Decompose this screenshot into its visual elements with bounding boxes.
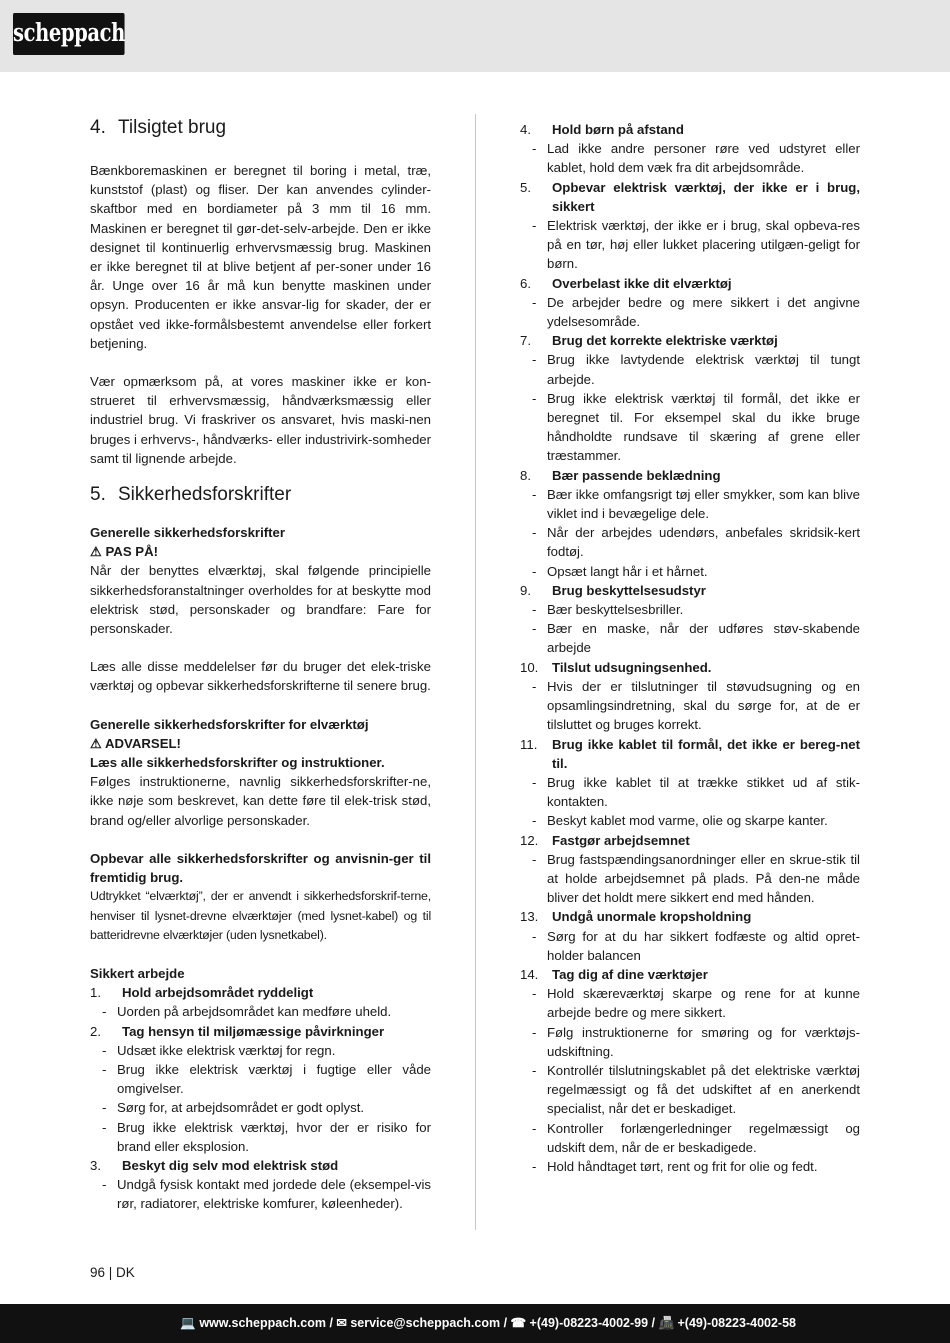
list-item-number: 9.	[520, 582, 531, 598]
list-item-title	[520, 178, 860, 216]
list-item-bullet	[520, 1157, 860, 1176]
list-item-bullet	[520, 139, 860, 177]
dash-bullet: -	[532, 1024, 537, 1040]
list-item-bullet	[520, 523, 860, 561]
bullet-text: Bær en maske, når der udføres støv-skabende arbejde	[547, 621, 860, 656]
bullet-text: Følg instruktionerne for smøring og for værktøjs-udskiftning.	[547, 1024, 860, 1059]
bullet-text: Brug fastspændingsanordninger eller en skrue-stik til at holde arbejdsemnet på plads. På den-ne måde bliver det holdt mere sikkert end med hånden.	[547, 851, 860, 906]
list-item-bullet	[90, 1041, 431, 1060]
list-item-title	[520, 907, 860, 926]
list-item-bullet	[520, 600, 860, 619]
bullet-text: Brug ikke elektrisk værktøj i fugtige eller våde omgivelser.	[117, 1061, 431, 1097]
bullet-text: Elektrisk værktøj, der ikke er i brug, skal opbeva-res på en tør, høj eller lukket placering utilgæn-geligt for børn.	[547, 218, 860, 272]
bullet-text: Brug ikke elektrisk værktøj til formål, det ikke er beregnet til. For eksempel skal du ikke bruge håndholdte rundsave til skæring af grene eller træstammer.	[547, 390, 860, 464]
page-header	[0, 0, 950, 72]
dash-bullet: -	[102, 1119, 107, 1135]
bullet-text: Sørg for, at arbejdsområdet er godt oplyst.	[117, 1100, 365, 1116]
list-item-heading: Fastgør arbejdsemnet	[552, 832, 690, 848]
left-column	[90, 116, 431, 1214]
caution-warning: ⚠ PAS PÅ!	[90, 544, 158, 560]
column-divider	[475, 114, 476, 1230]
list-item-heading: Beskyt dig selv mod elektrisk stød	[122, 1157, 339, 1173]
bullet-text: Brug ikke elektrisk værktøj, hvor der er risiko for brand eller eksplosion.	[117, 1119, 431, 1154]
intended-use-paragraph: Bænkboremaskinen er beregnet til boring i metal, træ, kunststof (plast) og fliser. Der kan anvendes cylinder-skaftbor med en bordiameter på 3 mm til 16 mm. Maskinen er beregnet til gør-det-selv-arbejde. Den er ikke designet til kontinuerlig erhvervsmæssig brug. Maskinen er ikke beregnet til at blive betjent af per-soner under 16 år. Unge over 16 år må kun benytte maskinen under opsyn. Producenten er ikke ansvar-lig for skader, der er opstået ved ikke-formålsbestemt anvendelse eller forkert betjening.	[90, 163, 431, 351]
dash-bullet: -	[532, 774, 537, 790]
list-item-number: 10.	[520, 659, 539, 675]
bullet-text: De arbejder bedre og mere sikkert i det angivne ydelsesområde.	[547, 294, 860, 330]
list-item-title	[520, 965, 860, 984]
list-item-number: 1.	[90, 985, 101, 1001]
list-item-heading: Brug ikke kablet til formål, det ikke er bereg-net til.	[552, 736, 860, 771]
bullet-text: Beskyt kablet mod varme, olie og skarpe kanter.	[547, 813, 828, 829]
list-item-title	[520, 120, 860, 139]
dash-bullet: -	[102, 1100, 107, 1116]
safe-work-list	[90, 983, 431, 1213]
list-item-bullet	[520, 216, 860, 274]
list-item-bullet	[520, 927, 860, 965]
list-item-number: 4.	[520, 122, 531, 137]
bullet-text: Brug ikke lavtydende elektrisk værktøj til tungt arbejde.	[547, 352, 860, 387]
bullet-text: Undgå fysisk kontakt med jordede dele (eksempel-vis rør, radiatorer, elektriske komfurer, køleenheder).	[117, 1177, 431, 1212]
list-item-number: 7.	[520, 333, 531, 349]
keep-instructions-heading: Opbevar alle sikkerhedsforskrifter og anvisnin-ger til fremtidig brug.	[90, 850, 431, 886]
list-item-bullet	[90, 1118, 431, 1156]
list-item-heading: Tag dig af dine værktøjer	[552, 966, 708, 982]
read-notices-paragraph: Læs alle disse meddelelser før du bruger det elek-triske værktøj og opbevar sikkerhedsforskrifterne til senere brug.	[90, 659, 431, 694]
list-item-heading: Hold arbejdsområdet ryddeligt	[122, 985, 314, 1001]
bullet-text: Brug ikke kablet til at trække stikket ud af stik-kontakten.	[547, 774, 860, 810]
list-item-number: 6.	[520, 275, 531, 291]
bullet-text: Bær ikke omfangsrigt tøj eller smykker, som kan blive viklet ind i bevægelige dele.	[547, 486, 860, 522]
contact-footer: 💻 www.scheppach.com / ✉ service@scheppach.com / ☎ +(49)-08223-4002-99 / 📠 +(49)-08223-4002-58	[0, 1304, 950, 1343]
list-item-bullet	[520, 1119, 860, 1157]
list-item-title	[90, 983, 431, 1002]
bullet-text: Opsæt langt hår i et hårnet.	[547, 563, 708, 579]
dash-bullet: -	[102, 1042, 107, 1058]
dash-bullet: -	[532, 602, 537, 618]
dash-bullet: -	[532, 390, 537, 406]
read-all-instructions: Læs alle sikkerhedsforskrifter og instruktioner.	[90, 755, 385, 771]
bullet-text: Hvis der er tilslutninger til støvudsugning og en opsamlingsindretning, skal du sørge for, at de er tilsluttet og bruges korrekt.	[547, 678, 860, 733]
list-item-bullet	[520, 562, 860, 581]
list-item-bullet	[520, 850, 860, 908]
list-item-bullet	[520, 677, 860, 735]
dash-bullet: -	[532, 525, 537, 541]
list-item-title	[520, 658, 860, 677]
list-item-bullet	[520, 984, 860, 1022]
list-item-bullet	[520, 293, 860, 331]
list-item-number: 3.	[90, 1157, 101, 1173]
dash-bullet: -	[532, 1158, 537, 1174]
list-item-bullet	[90, 1060, 431, 1098]
list-item-heading: Brug beskyttelsesudstyr	[552, 582, 706, 598]
dash-bullet: -	[532, 1062, 537, 1078]
list-item-title	[90, 1156, 431, 1175]
dash-bullet: -	[532, 294, 537, 310]
list-item-heading: Tilslut udsugningsenhed.	[552, 659, 712, 675]
list-item-bullet	[520, 619, 860, 657]
list-item-bullet	[520, 1061, 860, 1119]
page-number: 96 | DK	[90, 1265, 135, 1280]
general-safety-heading: Generelle sikkerhedsforskrifter	[90, 525, 285, 541]
list-item-heading: Hold børn på afstand	[552, 122, 684, 137]
list-item-title	[520, 735, 860, 773]
bullet-text: Kontrollér tilslutningskablet på det elektriske værktøj regelmæssigt og få det udskiftet af en anerkendt specialist, når det er beskadiget.	[547, 1062, 860, 1117]
bullet-text: Bær beskyttelsesbriller.	[547, 602, 684, 618]
list-item-title	[520, 831, 860, 850]
list-item-bullet	[520, 485, 860, 523]
list-item-bullet	[520, 389, 860, 466]
list-item-number: 14.	[520, 966, 539, 982]
list-item-title	[520, 466, 860, 485]
bullet-text: Når der arbejdes udendørs, anbefales skridsik-kert fodtøj.	[547, 525, 860, 560]
dash-bullet: -	[102, 1061, 107, 1077]
list-item-title	[520, 274, 860, 293]
list-item-number: 8.	[520, 467, 531, 483]
list-item-title	[520, 581, 860, 600]
dash-bullet: -	[532, 486, 537, 502]
list-item-bullet	[520, 1023, 860, 1061]
list-item-heading: Tag hensyn til miljømæssige påvirkninger	[122, 1023, 385, 1039]
list-item-bullet	[90, 1175, 431, 1213]
safety-items-list	[520, 120, 860, 1176]
dash-bullet: -	[532, 1120, 537, 1136]
disclaimer-paragraph: Vær opmærksom på, at vores maskiner ikke er kon-strueret til erhvervsmæssig, håndværksmæssig eller industriel brug. Vi fraskriver os ansvaret, hvis maski-nen bruges i erhvervs-, håndværks- eller industrivirk-somheder samt til lignende arbejde.	[90, 374, 431, 466]
list-item-number: 5.	[520, 179, 531, 195]
safe-work-heading: Sikkert arbejde	[90, 965, 185, 981]
list-item-number: 13.	[520, 909, 539, 925]
section-5-heading: 5. Sikkerhedsforskrifter	[90, 484, 292, 506]
section-4-heading: 4. Tilsigtet brug	[90, 117, 227, 138]
dash-bullet: -	[102, 1004, 107, 1020]
dash-bullet: -	[532, 352, 537, 368]
list-item-heading: Overbelast ikke dit elværktøj	[552, 275, 732, 291]
list-item-heading: Bær passende beklædning	[552, 467, 721, 483]
advarsel-warning: ⚠ ADVARSEL!	[90, 735, 181, 751]
dash-bullet: -	[532, 563, 537, 579]
bullet-text: Sørg for at du har sikkert fodfæste og altid opret-holder balancen	[547, 928, 860, 963]
list-item-number: 11.	[520, 736, 538, 752]
power-tool-safety-heading: Generelle sikkerhedsforskrifter for elværktøj	[90, 716, 369, 732]
dash-bullet: -	[532, 928, 537, 944]
list-item-heading: Opbevar elektrisk værktøj, der ikke er i brug, sikkert	[552, 179, 860, 214]
list-item-heading: Brug det korrekte elektriske værktøj	[552, 333, 778, 349]
power-tool-definition: Udtrykket “elværktøj”, der er anvendt i sikkerhedsforskrif-terne, henviser til lysnet-drevne elværktøjer (med lysnet-kabel) og til batteridrevne elværktøjer (uden lysnetkabel).	[90, 889, 431, 942]
list-item-number: 12.	[520, 832, 539, 848]
instructions-paragraph: Følges instruktionerne, navnlig sikkerhedsforskrifter-ne, ikke nøje som beskrevet, kan dette føre til elek-trisk stød, brand og/eller alvorlige personskader.	[90, 774, 431, 828]
dash-bullet: -	[532, 678, 537, 694]
bullet-text: Kontroller forlængerledninger regelmæssigt og udskift dem, når de er beskadigede.	[547, 1120, 860, 1155]
dash-bullet: -	[532, 218, 537, 234]
list-item-title	[90, 1022, 431, 1041]
list-item-bullet	[520, 811, 860, 830]
dash-bullet: -	[532, 986, 537, 1002]
dash-bullet: -	[532, 141, 537, 157]
dash-bullet: -	[532, 813, 537, 829]
list-item-bullet	[520, 773, 860, 811]
list-item-number: 2.	[90, 1023, 101, 1039]
dash-bullet: -	[532, 851, 537, 867]
list-item-bullet	[90, 1098, 431, 1117]
bullet-text: Uorden på arbejdsområdet kan medføre uheld.	[117, 1004, 392, 1020]
dash-bullet: -	[102, 1177, 107, 1193]
bullet-text: Hold skæreværktøj skarpe og rene for at kunne arbejde bedre og mere sikkert.	[547, 986, 860, 1021]
list-item-title	[520, 331, 860, 350]
list-item-heading: Undgå unormale kropsholdning	[552, 909, 752, 925]
dash-bullet: -	[532, 621, 537, 637]
right-column	[520, 120, 860, 1176]
list-item-bullet	[520, 350, 860, 388]
scheppach-logo: scheppach	[13, 13, 125, 55]
bullet-text: Lad ikke andre personer røre ved udstyret eller kablet, hold dem væk fra dit arbejdsområde.	[547, 141, 860, 176]
general-safety-paragraph: Når der benyttes elværktøj, skal følgende principielle sikkerhedsforanstaltninger overholdes for at beskytte mod elektrisk stød, personskader og brandfare: Fare for personskader.	[90, 563, 431, 637]
bullet-text: Udsæt ikke elektrisk værktøj for regn.	[117, 1042, 336, 1058]
bullet-text: Hold håndtaget tørt, rent og frit for olie og fedt.	[547, 1158, 818, 1174]
list-item-bullet	[90, 1002, 431, 1021]
